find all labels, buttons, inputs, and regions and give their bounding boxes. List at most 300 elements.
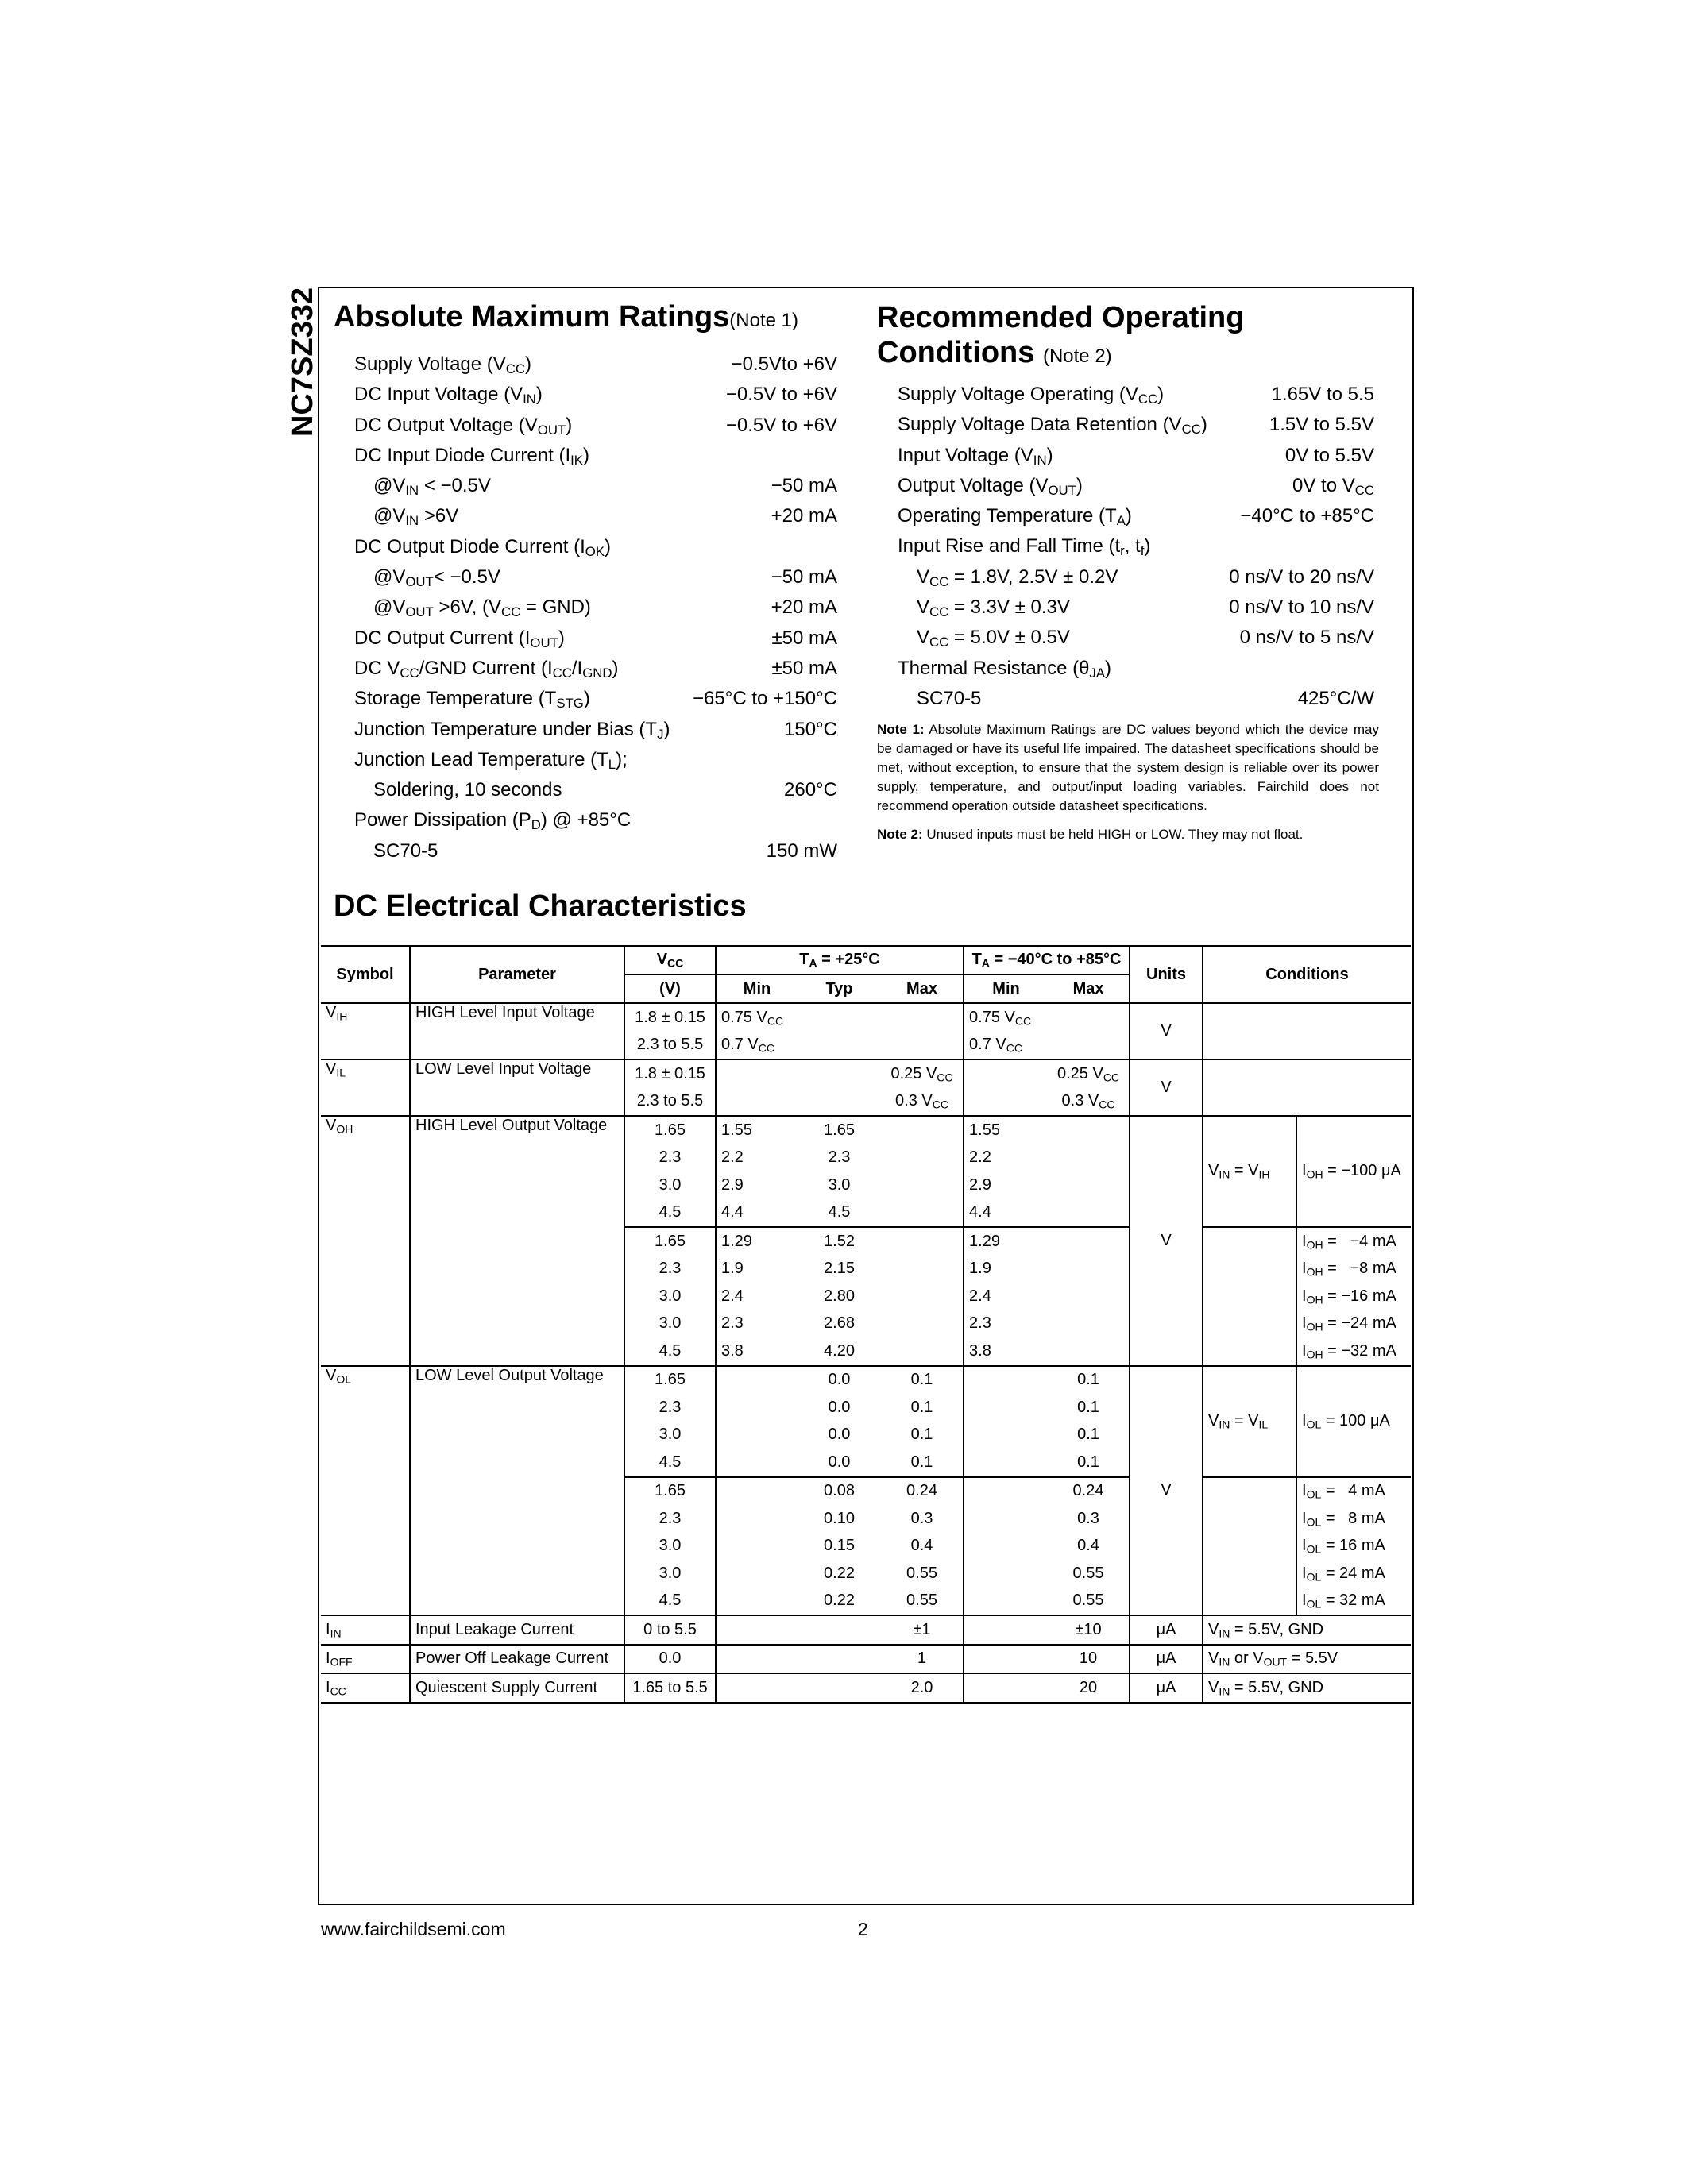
table-cell: 0.1 [910, 1426, 933, 1444]
abs-max-row [354, 380, 837, 410]
abs-max-row [354, 684, 837, 714]
table-cell: 0.22 [824, 1564, 855, 1582]
header-units: Units [1130, 946, 1203, 1003]
dc-table [321, 945, 1411, 1704]
table-cell: 0.55 [1072, 1564, 1104, 1582]
abs-max-row [354, 775, 837, 805]
abs-max-label: DC Input Voltage $(V_{IN})$ [354, 384, 543, 407]
table-cell: 3.8 [716, 1337, 798, 1366]
units-cell: V [1130, 1059, 1203, 1116]
table-cell [716, 1645, 798, 1674]
table-cell: 0.1 [1077, 1398, 1099, 1416]
units-cell: μA [1130, 1615, 1203, 1645]
parameter-cell: HIGH Level Output Voltage [410, 1116, 624, 1366]
table-cell: 1.9 [964, 1256, 1048, 1283]
abs-max-value: −50 mA [771, 475, 837, 497]
abs-max-row [354, 562, 837, 592]
parameter-cell: LOW Level Input Voltage [410, 1059, 624, 1116]
table-cell [798, 1645, 881, 1674]
abs-max-label: Junction Temperature under Bias $(T_J)$ [354, 718, 670, 742]
rec-op-row [898, 410, 1374, 440]
rec-op-value: 425°C/W [1297, 687, 1374, 709]
table-cell: 1.65 [624, 1366, 716, 1395]
table-cell: 2.4 [964, 1283, 1048, 1310]
conditions-cell [1203, 1003, 1411, 1059]
header-symbol: Symbol [321, 946, 410, 1003]
table-row [321, 1059, 1411, 1088]
abs-max-row [354, 805, 837, 835]
table-cell [716, 1422, 798, 1449]
table-cell: 1.65 [624, 1116, 716, 1144]
table-cell [1048, 1256, 1130, 1283]
rec-op-value: 0 ns/V to 5 ns/V [1239, 627, 1374, 649]
header-min: Min [716, 974, 798, 1003]
rec-op-value: 0 ns/V to 20 ns/V [1229, 565, 1374, 588]
table-cell [881, 1227, 964, 1256]
table-cell: 2.3 [624, 1144, 716, 1172]
rec-op-value: 0V to $V_{CC}$ [1292, 474, 1374, 499]
side-part-number: NC7SZ332 [286, 287, 319, 437]
table-cell: 3.0 [624, 1533, 716, 1561]
rec-op-label: Operating Temperature $(T_A)$ [898, 505, 1132, 529]
conditions-cell: $V_{IN} = V_{IH}$ [1203, 1116, 1296, 1227]
abs-max-label: Storage Temperature $(T_{STG})$ [354, 688, 590, 712]
table-cell: 0.24 [906, 1482, 937, 1500]
table-cell: 20 [1048, 1673, 1130, 1703]
units-cell: V [1130, 1003, 1203, 1059]
conditions-cell: $I_{OH} = -24$ mA [1296, 1310, 1411, 1338]
table-cell: 1.29 [964, 1227, 1048, 1256]
table-cell: 2.0 [881, 1673, 964, 1703]
symbol-cell: $I_{OFF}$ [321, 1645, 410, 1674]
abs-max-label: $@V_{IN} >6V$ [373, 505, 459, 529]
table-row [321, 1116, 1411, 1144]
table-cell [1048, 1227, 1130, 1256]
table-row [321, 1003, 1411, 1032]
table-cell: ±1 [881, 1615, 964, 1645]
conditions-cell: $I_{OL} = 8$ mA [1296, 1505, 1411, 1533]
table-cell: 0.0 [798, 1449, 881, 1477]
conditions-cell: $V_{IN} = V_{IL}$ [1203, 1366, 1296, 1477]
abs-max-row [354, 349, 837, 380]
parameter-cell: Power Off Leakage Current [410, 1645, 624, 1674]
table-cell: 0.0 [828, 1426, 851, 1444]
rec-op-label: $V_{CC} = 1.8V$, 2.5V ± 0.2V [917, 565, 1118, 589]
table-cell: 4.20 [798, 1337, 881, 1366]
table-cell: 0.7 $V_{CC}$ [716, 1032, 798, 1060]
table-cell: 0.1 [1048, 1449, 1130, 1477]
table-cell [716, 1588, 798, 1616]
header-max: Max [881, 974, 964, 1003]
table-cell [798, 1615, 881, 1645]
table-cell [881, 1283, 964, 1310]
conditions-cell: $I_{OL} = 24$ mA [1296, 1560, 1411, 1588]
table-cell [716, 1088, 798, 1117]
table-cell: 2.4 [716, 1283, 798, 1310]
notes [877, 720, 1379, 854]
table-cell: 1.8 ± 0.15 [624, 1059, 716, 1088]
rec-op-row [898, 654, 1374, 684]
table-cell [964, 1422, 1048, 1449]
header-conditions: Conditions [1203, 946, 1411, 1003]
abs-max-value: 260°C [784, 779, 837, 801]
rec-op-row [898, 684, 1374, 714]
table-cell [964, 1615, 1048, 1645]
table-cell: 0.7 $V_{CC}$ [964, 1032, 1048, 1060]
rec-op-value: −40°C to +85°C [1240, 505, 1374, 527]
rec-op-row [898, 623, 1374, 653]
header-vcc-unit: (V) [624, 974, 716, 1003]
table-cell [716, 1533, 798, 1561]
table-cell [798, 1088, 881, 1117]
header-vcc: $V_{CC}$ [624, 946, 716, 974]
header-ta-range: $T_A = -40^\circ C$ to +85°C [964, 946, 1130, 974]
table-cell: 3.0 [624, 1283, 716, 1310]
conditions-cell: $V_{IN} = 5.5V$, GND [1203, 1673, 1411, 1703]
table-cell: 4.5 [798, 1199, 881, 1228]
abs-max-title: Absolute Maximum Ratings(Note 1) [334, 300, 798, 334]
table-cell: 1.8 ± 0.15 [624, 1003, 716, 1032]
table-cell [1048, 1003, 1130, 1032]
conditions-cell: $V_{IN} = 5.5V$, GND [1203, 1615, 1411, 1645]
abs-max-label: SC70-5 [373, 839, 438, 862]
table-cell [716, 1477, 798, 1506]
table-cell: 0.3 $V_{CC}$ [1048, 1088, 1130, 1117]
table-cell: 0.55 [906, 1564, 937, 1582]
abs-max-value: −0.5Vto +6V [731, 353, 837, 375]
table-cell: 0.0 [624, 1645, 716, 1674]
rec-op-label: Thermal Resistance $(\theta_{JA})$ [898, 657, 1112, 681]
table-cell: 0.75 $V_{CC}$ [964, 1003, 1048, 1032]
conditions-cell: $I_{OH} = -8$ mA [1296, 1256, 1411, 1283]
conditions-cell [1203, 1477, 1296, 1616]
table-cell: 1.29 [716, 1227, 798, 1256]
abs-max-value: +20 mA [771, 596, 837, 619]
table-row [321, 1615, 1411, 1645]
note: Note 2: Unused inputs must be held HIGH or LOW. They may not float. [877, 827, 1304, 842]
table-cell: 2.3 [624, 1394, 716, 1422]
rec-op-label: $V_{CC} = 3.3V \pm 0.3V$ [917, 596, 1070, 620]
abs-max-table [354, 349, 837, 866]
abs-max-value: −65°C to +150°C [693, 688, 837, 710]
abs-max-row [354, 715, 837, 745]
abs-max-value: 150 mW [766, 839, 837, 862]
table-cell: 2.9 [964, 1171, 1048, 1199]
rec-op-row [898, 441, 1374, 471]
abs-max-label: Soldering, 10 seconds [373, 779, 562, 801]
conditions-cell: $I_{OH} = -4$ mA [1296, 1227, 1411, 1256]
table-cell: 0.1 [881, 1449, 964, 1477]
table-cell: 3.0 [624, 1310, 716, 1338]
table-cell: 0.3 [1077, 1509, 1099, 1527]
conditions-cell: $V_{IN}$ or $V_{OUT} = 5.5V$ [1203, 1645, 1411, 1674]
rec-op-label: Input Voltage $(V_{IN})$ [898, 444, 1053, 468]
table-cell [1048, 1199, 1130, 1228]
table-cell: 0.15 [824, 1537, 855, 1555]
footer-url[interactable]: www.fairchildsemi.com [321, 1919, 506, 1939]
table-cell [881, 1199, 964, 1228]
symbol-cell: $I_{CC}$ [321, 1673, 410, 1703]
table-cell: 1.65 [624, 1227, 716, 1256]
symbol-cell: $V_{OL}$ [321, 1366, 410, 1616]
table-cell: 4.4 [716, 1199, 798, 1228]
rec-op-row [898, 562, 1374, 592]
table-cell [716, 1366, 798, 1395]
table-cell: 3.0 [624, 1560, 716, 1588]
table-cell: 2.3 [624, 1256, 716, 1283]
table-cell [964, 1059, 1048, 1088]
table-cell: 0.75 $V_{CC}$ [716, 1003, 798, 1032]
table-cell [964, 1533, 1048, 1561]
table-cell [881, 1116, 964, 1144]
symbol-cell: $I_{IN}$ [321, 1615, 410, 1645]
table-row [321, 1366, 1411, 1395]
table-cell: 3.0 [828, 1175, 851, 1194]
rec-op-label: Supply Voltage Operating $(V_{CC})$ [898, 384, 1165, 407]
table-cell [1048, 1283, 1130, 1310]
table-cell: 1.65 [824, 1121, 855, 1139]
table-cell: 1 [881, 1645, 964, 1674]
abs-max-label: Supply Voltage $(V_{CC})$ [354, 353, 532, 377]
table-cell: 3.8 [964, 1337, 1048, 1366]
abs-max-label: DC $V_{CC}$/GND Current $(I_{CC}/I_{GND})$ [354, 657, 619, 681]
table-cell: 10 [1048, 1645, 1130, 1674]
parameter-cell: LOW Level Output Voltage [410, 1366, 624, 1616]
abs-max-label: DC Input Diode Current $(I_{IK})$ [354, 444, 589, 469]
header-typ: Typ [798, 974, 881, 1003]
conditions-cell [1203, 1227, 1296, 1366]
table-cell: 2.3 to 5.5 [624, 1032, 716, 1060]
table-cell: 0.25 $V_{CC}$ [890, 1064, 953, 1083]
abs-max-row [354, 411, 837, 441]
conditions-cell: $I_{OL} = 4$ mA [1296, 1477, 1411, 1506]
table-cell: 0.4 [910, 1537, 933, 1555]
table-cell [964, 1449, 1048, 1477]
table-cell [716, 1059, 798, 1088]
abs-max-row [354, 745, 837, 775]
table-cell: 2.2 [964, 1144, 1048, 1172]
abs-max-value: −0.5V to +6V [725, 384, 837, 406]
header-parameter: Parameter [410, 946, 624, 1003]
table-cell [964, 1505, 1048, 1533]
table-cell [716, 1615, 798, 1645]
table-cell: 3.0 [624, 1171, 716, 1199]
header-max: Max [1048, 974, 1130, 1003]
table-cell: 0.24 [1072, 1482, 1104, 1500]
units-cell: μA [1130, 1645, 1203, 1674]
table-cell: 0.22 [798, 1588, 881, 1616]
table-cell [881, 1003, 964, 1032]
table-cell: 0.1 [1077, 1371, 1099, 1389]
conditions-cell: $I_{OH} = -32$ mA [1296, 1337, 1411, 1366]
table-cell [716, 1394, 798, 1422]
conditions-cell: $I_{OH} = -16$ mA [1296, 1283, 1411, 1310]
table-cell [798, 1059, 881, 1088]
abs-max-row [354, 501, 837, 531]
table-cell [964, 1560, 1048, 1588]
table-cell [881, 1337, 964, 1366]
table-cell [881, 1032, 964, 1060]
symbol-cell: $V_{OH}$ [321, 1116, 410, 1366]
header-ta25: $T_A = +25^\circ C$ [716, 946, 964, 974]
table-cell [798, 1003, 881, 1032]
table-cell [1048, 1171, 1130, 1199]
table-cell: 0.4 [1077, 1537, 1099, 1555]
conditions-cell: $I_{OL} = 16$ mA [1296, 1533, 1411, 1561]
table-cell: 1.55 [716, 1116, 798, 1144]
rec-op-label: $V_{CC} = 5.0V \pm 0.5V$ [917, 627, 1070, 650]
table-cell [1048, 1144, 1130, 1172]
abs-max-label: Power Dissipation $(P_D)$ @ +85°C [354, 809, 632, 833]
table-cell: 0.25 $V_{CC}$ [1056, 1064, 1120, 1083]
symbol-cell: $V_{IH}$ [321, 1003, 410, 1059]
table-cell: 4.5 [624, 1199, 716, 1228]
table-cell [716, 1505, 798, 1533]
rec-op-label: Supply Voltage Data Retention $(V_{CC})$ [898, 414, 1207, 438]
header-min: Min [964, 974, 1048, 1003]
units-cell: μA [1130, 1673, 1203, 1703]
abs-max-value: 150°C [784, 718, 837, 740]
abs-max-value: −50 mA [771, 566, 837, 588]
table-cell: 1.55 [964, 1116, 1048, 1144]
table-cell: 0.3 [910, 1509, 933, 1527]
parameter-cell: HIGH Level Input Voltage [410, 1003, 624, 1059]
table-cell [1048, 1310, 1130, 1338]
table-cell [964, 1394, 1048, 1422]
table-cell [964, 1366, 1048, 1395]
table-cell: 2.3 [964, 1310, 1048, 1338]
rec-op-row [898, 471, 1374, 501]
table-cell: 2.3 [624, 1505, 716, 1533]
table-row [321, 1673, 1411, 1703]
table-row [321, 1645, 1411, 1674]
rec-op-title: Recommended Operating Conditions (Note 2) [877, 301, 1245, 369]
abs-max-row [354, 532, 837, 562]
table-cell: 0.55 [1048, 1588, 1130, 1616]
table-cell: 2.15 [824, 1260, 855, 1278]
table-cell: 2.68 [824, 1314, 855, 1333]
table-cell: 0.55 [881, 1588, 964, 1616]
table-cell: 4.5 [624, 1588, 716, 1616]
table-cell [1048, 1032, 1130, 1060]
table-cell: 0.1 [1077, 1426, 1099, 1444]
table-cell [881, 1171, 964, 1199]
abs-max-row [354, 623, 837, 654]
table-cell [881, 1310, 964, 1338]
table-cell: 2.9 [716, 1171, 798, 1199]
rec-op-row [898, 592, 1374, 623]
abs-max-row [354, 592, 837, 623]
abs-max-label: DC Output Current $(I_{OUT})$ [354, 627, 565, 650]
table-cell: 2.3 to 5.5 [624, 1088, 716, 1117]
table-cell: 2.2 [716, 1144, 798, 1172]
abs-max-value: ±50 mA [771, 657, 837, 679]
table-cell [964, 1477, 1048, 1506]
table-cell: 2.3 [716, 1310, 798, 1338]
parameter-cell: Quiescent Supply Current [410, 1673, 624, 1703]
rec-op-table [898, 380, 1374, 714]
abs-max-label: $@V_{IN} < -0.5V$ [373, 475, 491, 499]
units-cell: V [1130, 1116, 1203, 1366]
rec-op-value: 1.65V to 5.5 [1271, 384, 1374, 405]
table-cell [716, 1560, 798, 1588]
abs-max-row [354, 441, 837, 471]
table-cell [716, 1449, 798, 1477]
table-cell [798, 1673, 881, 1703]
abs-max-label: Junction Lead Temperature $(T_L)$; [354, 748, 628, 773]
rec-op-value: 1.5V to 5.5V [1269, 414, 1374, 436]
table-cell: 4.4 [964, 1199, 1048, 1228]
conditions-cell: $I_{OL} = 32$ mA [1296, 1588, 1411, 1616]
table-cell: 1.9 [716, 1256, 798, 1283]
table-cell: 0 to 5.5 [624, 1615, 716, 1645]
table-cell: 3.0 [624, 1422, 716, 1449]
rec-op-row [898, 501, 1374, 531]
abs-max-row [354, 471, 837, 501]
table-cell: ±10 [1048, 1615, 1130, 1645]
table-cell [881, 1144, 964, 1172]
rec-op-label: Output Voltage $(V_{OUT})$ [898, 474, 1083, 499]
rec-op-label: Input Rise and Fall Time ($t_r$, $t_f$) [898, 535, 1151, 559]
units-cell: V [1130, 1366, 1203, 1616]
rec-op-row [898, 380, 1374, 410]
rec-op-value: 0V to 5.5V [1284, 444, 1374, 466]
rec-op-row [898, 531, 1374, 561]
table-cell: 0.10 [824, 1509, 855, 1527]
table-cell [798, 1032, 881, 1060]
abs-max-label: DC Output Voltage $(V_{OUT})$ [354, 414, 573, 438]
abs-max-value: ±50 mA [771, 627, 837, 649]
table-cell: 0.08 [824, 1482, 855, 1500]
table-cell: 4.5 [624, 1449, 716, 1477]
dc-title: DC Electrical Characteristics [334, 889, 747, 923]
conditions-cell: $I_{OL} = 100$ μA [1296, 1366, 1411, 1477]
conditions-cell [1203, 1059, 1411, 1116]
table-cell: 1.52 [824, 1232, 855, 1250]
abs-max-label: $@V_{OUT} >6V$, $(V_{CC} = GND)$ [373, 596, 591, 620]
symbol-cell: $V_{IL}$ [321, 1059, 410, 1116]
conditions-cell: $I_{OH} = -100$ μA [1296, 1116, 1411, 1227]
table-cell: 0.0 [828, 1371, 851, 1389]
table-cell [1048, 1337, 1130, 1366]
table-cell: 2.80 [824, 1287, 855, 1305]
table-cell: 1.65 [624, 1477, 716, 1506]
table-cell [964, 1673, 1048, 1703]
table-cell: 0.0 [828, 1398, 851, 1416]
table-cell: 2.3 [828, 1148, 851, 1167]
table-cell: 0.1 [910, 1398, 933, 1416]
note: Note 1: Absolute Maximum Ratings are DC values beyond which the device may be damaged or have its useful life impaired. The datasheet specifications should be met, without exception, to ensure that the system design is reliable over its power supply, temperature, and output/input loading variables. Fairchild does not recommend operation outside datasheet specifications. [877, 722, 1379, 813]
rec-op-label: SC70-5 [917, 687, 982, 709]
table-cell [881, 1256, 964, 1283]
table-cell: 4.5 [624, 1337, 716, 1366]
table-cell [716, 1673, 798, 1703]
abs-max-row [354, 654, 837, 684]
header-row [321, 946, 1411, 974]
abs-max-label: $@V_{OUT}< -0.5V$ [373, 566, 500, 590]
table-cell: 0.3 $V_{CC}$ [881, 1088, 964, 1117]
abs-max-value: −0.5V to +6V [725, 414, 837, 436]
abs-max-value: +20 mA [771, 505, 837, 527]
rec-op-value: 0 ns/V to 10 ns/V [1229, 596, 1374, 619]
table-cell [964, 1588, 1048, 1616]
table-cell [964, 1645, 1048, 1674]
parameter-cell: Input Leakage Current [410, 1615, 624, 1645]
table-cell [1048, 1116, 1130, 1144]
table-cell [964, 1088, 1048, 1117]
abs-max-label: DC Output Diode Current $(I_{OK})$ [354, 535, 612, 559]
abs-max-row [354, 836, 837, 866]
